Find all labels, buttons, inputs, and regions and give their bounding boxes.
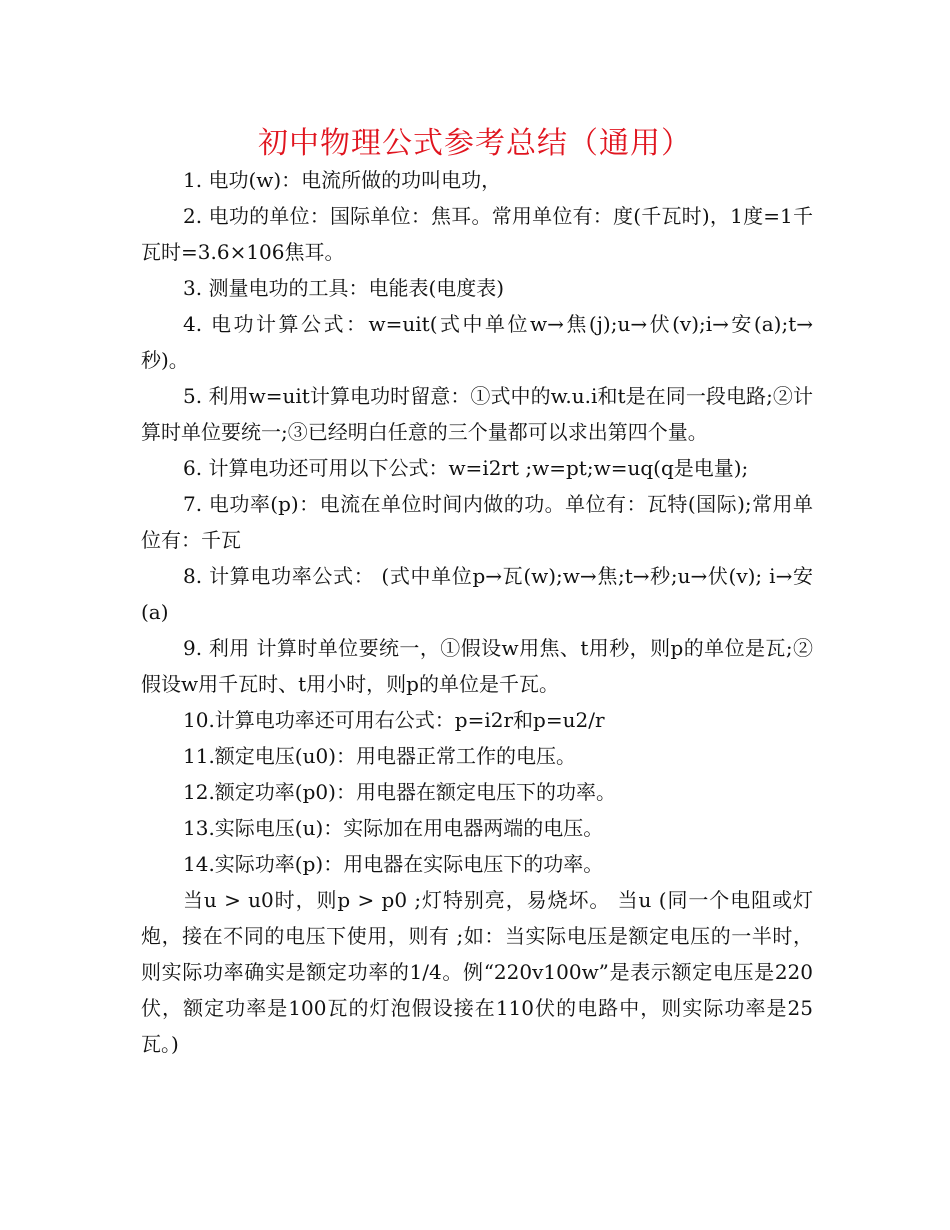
- paragraph-13: 13.实际电压(u)：实际加在用电器两端的电压。: [183, 816, 604, 840]
- paragraph-5: 5. 利用w=uit计算电功时留意：①式中的w.u.i和t是在同一段电路;②计算时单位要统一;③已经明白任意的三个量都可以求出第四个量。: [141, 384, 813, 444]
- paragraph-1: 1. 电功(w)：电流所做的功叫电功，: [183, 168, 502, 192]
- paragraph-3: 3. 测量电功的工具：电能表(电度表): [183, 276, 505, 300]
- document-title: 初中物理公式参考总结（通用）: [258, 126, 692, 161]
- paragraph-2: 2. 电功的单位：国际单位：焦耳。常用单位有：度(千瓦时)，1度=1千瓦时=3.6×106焦耳。: [141, 204, 813, 264]
- paragraph-7: 7. 电功率(p)：电流在单位时间内做的功。单位有：瓦特(国际);常用单位有：千瓦: [141, 492, 813, 552]
- paragraph-4: 4. 电功计算公式：w=uit(式中单位w→焦(j);u→伏(v);i→安(a);t→秒)。: [141, 312, 813, 372]
- document-body: [141, 162, 813, 1062]
- paragraph-15: 当u > u0时，则p > p0 ;灯特别亮，易烧坏。 当u (同一个电阻或灯炮，接在不同的电压下使用，则有 ;如：当实际电压是额定电压的一半时，则实际功率确实是额定功率的1/4。例“220v100w”是表示额定电压是220伏，额定功率是100瓦的灯泡假设接在110伏的电路中，则实际功率是25瓦。): [141, 888, 813, 1056]
- paragraph-10: 10.计算电功率还可用右公式：p=i2r和p=u2/r: [183, 708, 605, 732]
- paragraph-8: 8. 计算电功率公式： (式中单位p→瓦(w);w→焦;t→秒;u→伏(v); i→安(a): [141, 564, 813, 624]
- paragraph-9: 9. 利用 计算时单位要统一，①假设w用焦、t用秒，则p的单位是瓦;②假设w用千瓦时、t用小时，则p的单位是千瓦。: [141, 636, 813, 696]
- paragraph-14: 14.实际功率(p)：用电器在实际电压下的功率。: [183, 852, 604, 876]
- paragraph-12: 12.额定功率(p0)：用电器在额定电压下的功率。: [183, 780, 616, 804]
- paragraph-11: 11.额定电压(u0)：用电器正常工作的电压。: [183, 744, 577, 768]
- paragraph-6: 6. 计算电功还可用以下公式：w=i2rt ;w=pt;w=uq(q是电量);: [183, 456, 749, 480]
